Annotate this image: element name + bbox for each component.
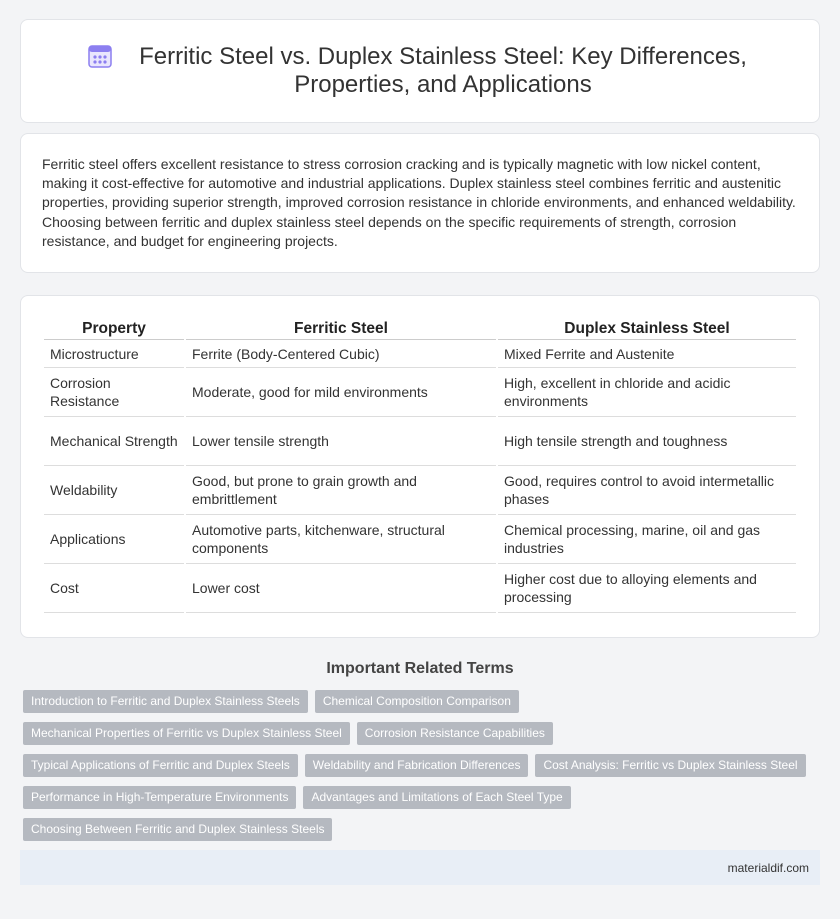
intro-card bbox=[20, 133, 820, 273]
table-cell-ferritic: Lower cost bbox=[186, 564, 496, 613]
chip-row bbox=[23, 818, 820, 841]
intro-paragraph: Ferritic steel offers excellent resistance to stress corrosion cracking and is typically magnetic with low nickel content, making it cost-effective for automotive and industrial applications. Duplex stainless steel combines ferritic and austenitic properties, providing superior strength, improved corrosion resistance in chloride environments, and enhanced weldability. Choosing between ferritic and duplex stainless steel depends on the specific requirements of strength, corrosion resistance, and budget for engineering projects. bbox=[42, 156, 796, 249]
table-cell-property: Weldability bbox=[44, 466, 184, 515]
related-terms-list bbox=[23, 690, 820, 841]
table-row bbox=[44, 466, 796, 515]
table-cell-ferritic: Moderate, good for mild environments bbox=[186, 368, 496, 417]
table-cell-ferritic: Good, but prone to grain growth and embrittlement bbox=[186, 466, 496, 515]
related-term-link[interactable]: Weldability and Fabrication Differences bbox=[305, 754, 529, 777]
table-cell-duplex: High tensile strength and toughness bbox=[498, 417, 796, 466]
table-cell-property: Applications bbox=[44, 515, 184, 564]
header-duplex: Duplex Stainless Steel bbox=[498, 318, 796, 340]
related-term-link[interactable]: Advantages and Limitations of Each Steel Type bbox=[303, 786, 570, 809]
related-term-link[interactable]: Mechanical Properties of Ferritic vs Duplex Stainless Steel bbox=[23, 722, 350, 745]
table-row bbox=[44, 368, 796, 417]
table-row bbox=[44, 515, 796, 564]
related-term-link[interactable]: Choosing Between Ferritic and Duplex Stainless Steels bbox=[23, 818, 332, 841]
header-ferritic: Ferritic Steel bbox=[186, 318, 496, 340]
related-term-link[interactable]: Performance in High-Temperature Environments bbox=[23, 786, 296, 809]
footer bbox=[20, 850, 820, 885]
chip-row bbox=[23, 722, 820, 745]
table-cell-duplex: Good, requires control to avoid intermetallic phases bbox=[498, 466, 796, 515]
table-row bbox=[44, 340, 796, 368]
table-cell-ferritic: Automotive parts, kitchenware, structural components bbox=[186, 515, 496, 564]
header-property: Property bbox=[44, 318, 184, 340]
table-cell-property: Cost bbox=[44, 564, 184, 613]
chip-row bbox=[23, 754, 820, 777]
related-term-link[interactable]: Introduction to Ferritic and Duplex Stainless Steels bbox=[23, 690, 308, 713]
footer-site-name: materialdif.com bbox=[727, 860, 809, 875]
table-cell-duplex: Mixed Ferrite and Austenite bbox=[498, 340, 796, 368]
comparison-table bbox=[42, 318, 798, 613]
title-wrap bbox=[87, 43, 753, 99]
table-row bbox=[44, 417, 796, 466]
related-term-link[interactable]: Chemical Composition Comparison bbox=[315, 690, 519, 713]
header-card bbox=[20, 19, 820, 123]
page-title: Ferritic Steel vs. Duplex Stainless Steel: Key Differences, Properties, and Applications bbox=[139, 43, 747, 98]
comparison-table-card bbox=[20, 295, 820, 638]
table-cell-duplex: Higher cost due to alloying elements and processing bbox=[498, 564, 796, 613]
table-cell-duplex: High, excellent in chloride and acidic environments bbox=[498, 368, 796, 417]
chip-row bbox=[23, 690, 820, 713]
table-cell-property: Microstructure bbox=[44, 340, 184, 368]
table-header-row bbox=[44, 318, 796, 340]
table-cell-ferritic: Lower tensile strength bbox=[186, 417, 496, 466]
related-term-link[interactable]: Corrosion Resistance Capabilities bbox=[357, 722, 553, 745]
table-cell-property: Corrosion Resistance bbox=[44, 368, 184, 417]
chip-row bbox=[23, 786, 820, 809]
calendar-icon bbox=[87, 43, 113, 69]
related-terms-title: Important Related Terms bbox=[326, 660, 514, 677]
table-row bbox=[44, 564, 796, 613]
related-term-link[interactable]: Typical Applications of Ferritic and Duplex Steels bbox=[23, 754, 298, 777]
table-cell-ferritic: Ferrite (Body-Centered Cubic) bbox=[186, 340, 496, 368]
table-cell-property: Mechanical Strength bbox=[44, 417, 184, 466]
related-term-link[interactable]: Cost Analysis: Ferritic vs Duplex Stainless Steel bbox=[535, 754, 805, 777]
table-cell-duplex: Chemical processing, marine, oil and gas industries bbox=[498, 515, 796, 564]
